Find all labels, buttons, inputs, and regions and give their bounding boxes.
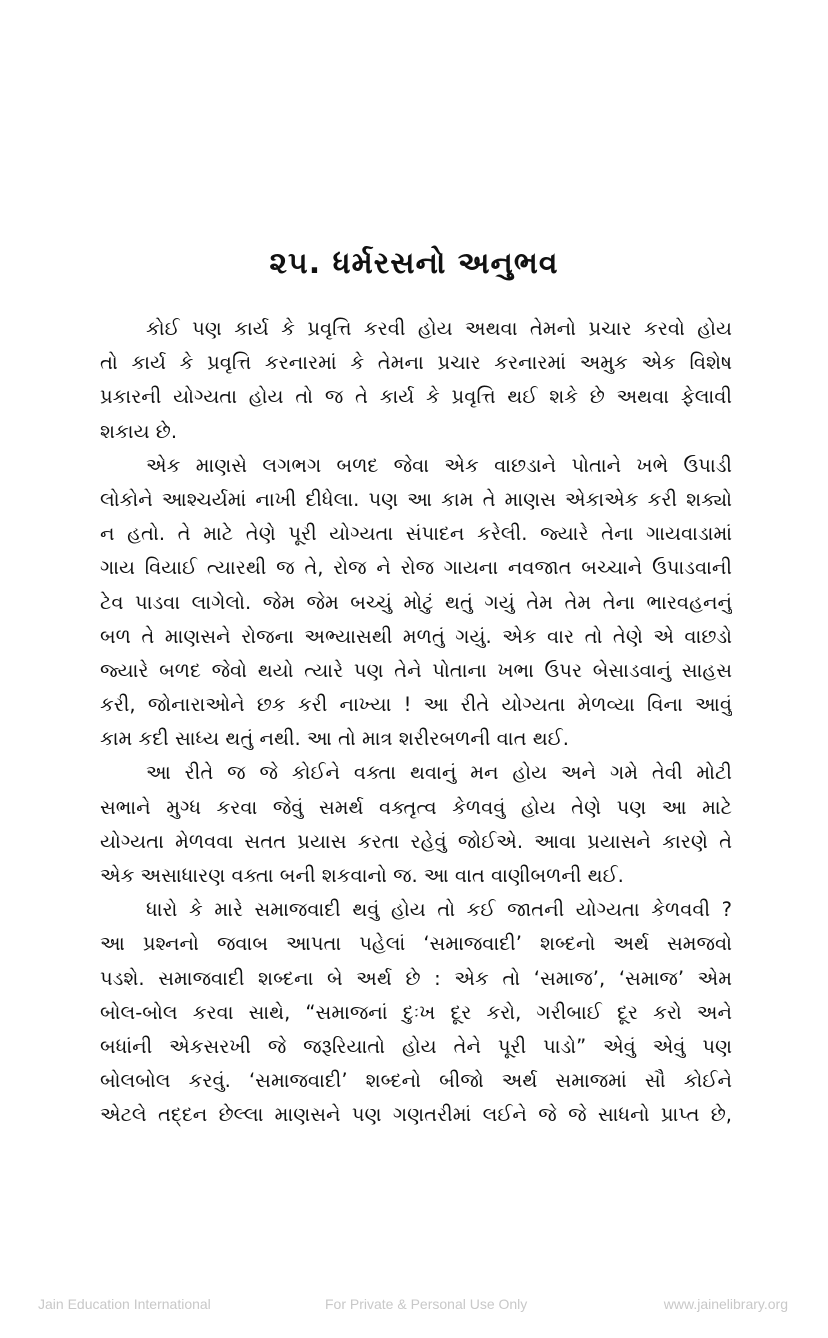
footer-website-link[interactable]: www.jainelibrary.org <box>663 1296 788 1312</box>
text-line: ગાય વિયાઈ ત્યારથી જ તે, રોજ ને રોજ ગાયના નવજાત બચ્ચાને ઉપાડવાની <box>100 556 732 580</box>
text-line: પડશે. સમાજવાદી શબ્દના બે અર્થ છે : એક તો ‘સમાજ’, ‘સમાજ’ એમ <box>100 966 732 990</box>
footer-watermark <box>0 1296 828 1316</box>
text-line: એટલે તદ્દન છેલ્લા માણસને પણ ગણતરીમાં લઈને જે જે સાધનો પ્રાપ્ત છે, <box>100 1103 732 1127</box>
text-line: બધાંની એકસરખી જે જરૂરિયાતો હોય તેને પૂરી પાડો” એવું એવું પણ <box>100 1034 732 1058</box>
text-line: તો કાર્ય કે પ્રવૃત્તિ કરનારમાં કે તેમના પ્રચાર કરનારમાં અમુક એક વિશેષ <box>100 351 732 375</box>
text-line: જ્યારે બળદ જેવો થયો ત્યારે પણ તેને પોતાના ખભા ઉપર બેસાડવાનું સાહસ <box>100 658 732 682</box>
text-line: આ પ્રશ્નનો જવાબ આપતા પહેલાં ‘સમાજવાદી’ શબ્દનો અર્થ સમજવો <box>100 932 732 956</box>
text-line: બોલ-બોલ કરવા સાથે, “સમાજનાં દુઃખ દૂર કરો, ગરીબાઈ દૂર કરો અને <box>100 1000 732 1024</box>
text-line: ધારો કે મારે સમાજવાદી થવું હોય તો કઈ જાતની યોગ્યતા કેળવવી ? <box>146 898 732 922</box>
text-line: શકાય છે. <box>100 419 178 443</box>
text-line: બળ તે માણસને રોજના અભ્યાસથી મળતું ગયું. એક વાર તો તેણે એ વાછડો <box>100 624 732 648</box>
text-line: યોગ્યતા મેળવવા સતત પ્રયાસ કરતા રહેવું જોઈએ. આવા પ્રયાસને કારણે તે <box>100 829 732 853</box>
text-line: પ્રકારની યોગ્યતા હોય તો જ તે કાર્ય કે પ્રવૃત્તિ થઈ શકે છે અથવા ફેલાવી <box>100 385 732 409</box>
text-line: કોઈ પણ કાર્ય કે પ્રવૃત્તિ કરવી હોય અથવા તેમનો પ્રચાર કરવો હોય <box>146 317 732 340</box>
text-line: કરી, જોનારાઓને છક કરી નાખ્યા ! આ રીતે યોગ્યતા મેળવ્યા વિના આવું <box>100 693 732 717</box>
text-line: બોલબોલ કરવું. ‘સમાજવાદી’ શબ્દનો બીજો અર્થ સમાજમાં સૌ કોઈને <box>100 1069 732 1093</box>
text-line: લોકોને આશ્ચર્યમાં નાખી દીધેલા. પણ આ કામ તે માણસ એકાએક કરી શક્યો <box>100 487 732 511</box>
text-line: એક માણસે લગભગ બળદ જેવા એક વાછડાને પોતાને ખભે ઉપાડી <box>146 453 732 477</box>
text-line: કામ કદી સાધ્ય થતું નથી. આ તો માત્ર શરીરબળની વાત થઈ. <box>100 727 569 751</box>
chapter-title: ૨૫. ધર્મરસનો અનુભવ <box>269 246 559 281</box>
body-text <box>100 312 732 1133</box>
text-line: ન હતો. તે માટે તેણે પૂરી યોગ્યતા સંપાદન કરેલી. જ્યારે તેના ગાયવાડામાં <box>100 522 732 546</box>
footer-publisher: Jain Education International <box>38 1296 211 1312</box>
text-line: ટેવ પાડવા લાગેલો. જેમ જેમ બચ્ચું મોટું થતું ગયું તેમ તેમ તેના ભારવહનનું <box>100 590 732 614</box>
text-line: સભાને મુગ્ધ કરવા જેવું સમર્થ વક્તૃત્વ કેળવવું હોય તેણે પણ આ માટે <box>100 795 732 819</box>
footer-usage-note: For Private & Personal Use Only <box>325 1296 528 1312</box>
text-line: આ રીતે જ જે કોઈને વક્તા થવાનું મન હોય અને ગમે તેવી મોટી <box>146 761 732 785</box>
text-line: એક અસાધારણ વક્તા બની શકવાનો જ. આ વાત વાણીબળની થઈ. <box>100 864 624 887</box>
